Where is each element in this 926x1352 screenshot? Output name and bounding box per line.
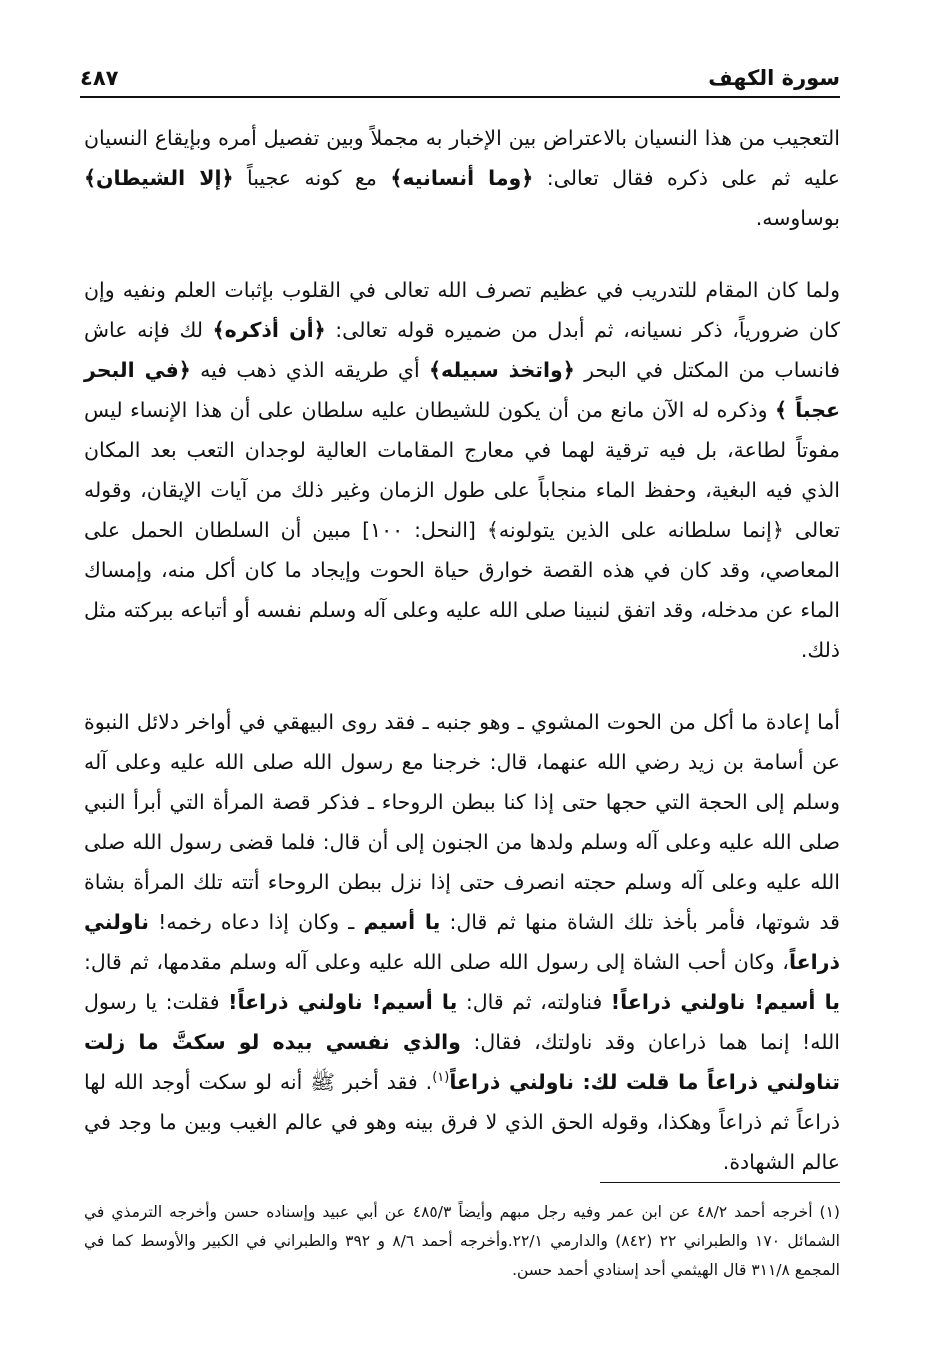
paragraph-3 [84,702,840,1182]
p3-hadith-bold-4: يا أسيم! ناولني ذراعاً! [228,990,458,1014]
running-title: سورة الكهف [708,66,840,90]
p3-hadith-bold-1: يا أسيم [363,910,441,934]
page-header [80,60,840,98]
p3-text-2: ـ وكان إذا دعاه رخمه! [148,910,364,934]
p1-text-2: مع كونه عجيباً [233,166,391,190]
footnotes [84,1198,840,1285]
header-rule [80,96,840,98]
p3-text-3: ، وكان أحب الشاة إلى رسول الله صلى الله عليه وعلى آله وسلم مقدمها، ثم قال: [84,950,789,974]
footnote-1: (١) أخرجه أحمد ٤٨/٢ عن ابن عمر وفيه رجل مبهم وأيضاً ٤٨٥/٣ عن أبي عبيد وإسناده حسن وأخرجه الترمذي في الشمائل ١٧٠ والطبراني ٢٢ (٨٤٢) والدارمي ٢٢/١.وأخرجه أحمد ٨/٦ و ٣٩٢ والطبراني في الكبير والأوسط كما في المجمع ٣١١/٨ قال الهيثمي أحد إسنادي أحمد حسن. [84,1203,840,1279]
paragraph-2 [84,270,840,670]
footnote-marker: (١) [432,1070,450,1086]
footnote-rule [600,1182,840,1183]
p2-text-3: أي طريقه الذي ذهب فيه [190,358,430,382]
p3-text-1: أما إعادة ما أكل من الحوت المشوي ـ وهو جنبه ـ فقد روى البيهقي في أواخر دلائل النبوة عن أسامة بن زيد رضي الله عنهما، قال: خرجنا مع رسول الله صلى الله عليه وعلى آله وسلم إلى الحجة التي حجها حتى إذا كنا ببطن الروحاء ـ فذكر قصة المرأة التي أبرأ النبي صلى الله عليه وعلى آله وسلم ولدها من الجنون إلى أن قال: فلما قضى رسول الله صلى الله عليه وعلى آله وسلم حجته انصرف حتى إذا نزل ببطن الروحاء أتته تلك المرأة بشاة قد شوتها، فأمر بأخذ تلك الشاة منها ثم قال: [84,710,840,934]
paragraph-1 [84,118,840,238]
p2-text-2: لك فإنه عاش فانساب من المكتل في البحر [84,318,841,382]
p3-text-4: فناولته، ثم قال: [457,990,611,1014]
p3-text-5: فقلت: يا رسول الله! إنما هما ذراعان وقد ناولتك، فقال: [84,990,840,1054]
p1-quran-quote-2: ﴿إلا الشيطان﴾ [84,166,234,190]
p1-text-3: بوساوسه. [755,206,840,230]
p2-quran-quote-2: ﴿واتخذ سبيله﴾ [429,358,575,382]
p2-text-4: وذكره له الآن مانع من أن يكون للشيطان عليه سلطان على أن هذا الإنساء ليس مفوتاً لطاعة، بل فيه ترقية لهما في معارج المقامات العالية لوجدان التعب بعد المكان الذي فيه البغية، وحفظ الماء منجاباً على طول الزمان وغير ذلك من آيات الإيقان، وقوله تعالى ﴿إنما سلطانه على الذين يتولونه﴾ [النحل: ١٠٠] مبين أن السلطان الحمل على المعاصي، وقد كان في هذه القصة خوارق حياة الحوت وإيجاد ما كان أكل منه، وإمساك الماء عن مدخله، وقد اتفق لنبينا صلى الله عليه وعلى آله وسلم نفسه أو أتباعه ببركته مثل ذلك. [84,398,840,662]
p1-quran-quote-1: ﴿وما أنسانيه﴾ [390,166,534,190]
p3-hadith-bold-5: والذي نفسي بيده لو سكتَّ ما زلت تناولني ذراعاً ما قلت لك: ناولني ذراعاً [84,1030,840,1094]
p3-hadith-bold-2: ناولني ذراعاً [84,910,840,974]
p2-quran-quote-1: ﴿أن أذكره﴾ [212,318,326,342]
p3-hadith-bold-3: يا أسيم! ناولني ذراعاً! [610,990,840,1014]
main-text [84,118,840,1182]
p3-text-6: . فقد أخبر ﷺ أنه لو سكت أوجد الله لها ذراعاً ثم ذراعاً وهكذا، وقوله الحق الذي لا فرق بينه وهو في عالم الغيب وبين ما وجد في عالم الشهادة. [84,1070,840,1174]
p1-text-1: التعجيب من هذا النسيان بالاعتراض بين الإخبار به مجملاً وبين تفصيل أمره وبإيقاع النسيان عليه ثم على ذكره فقال تعالى: [84,126,840,190]
p2-text-1: ولما كان المقام للتدريب في عظيم تصرف الله تعالى في القلوب بإثبات العلم ونفيه وإن كان ضرورياً، ذكر نسيانه، ثم أبدل من ضميره قوله تعالى: [84,278,840,342]
p2-quran-quote-3: ﴿في البحر عجباً ﴾ [84,358,840,422]
page-number: ٤٨٧ [80,66,119,90]
